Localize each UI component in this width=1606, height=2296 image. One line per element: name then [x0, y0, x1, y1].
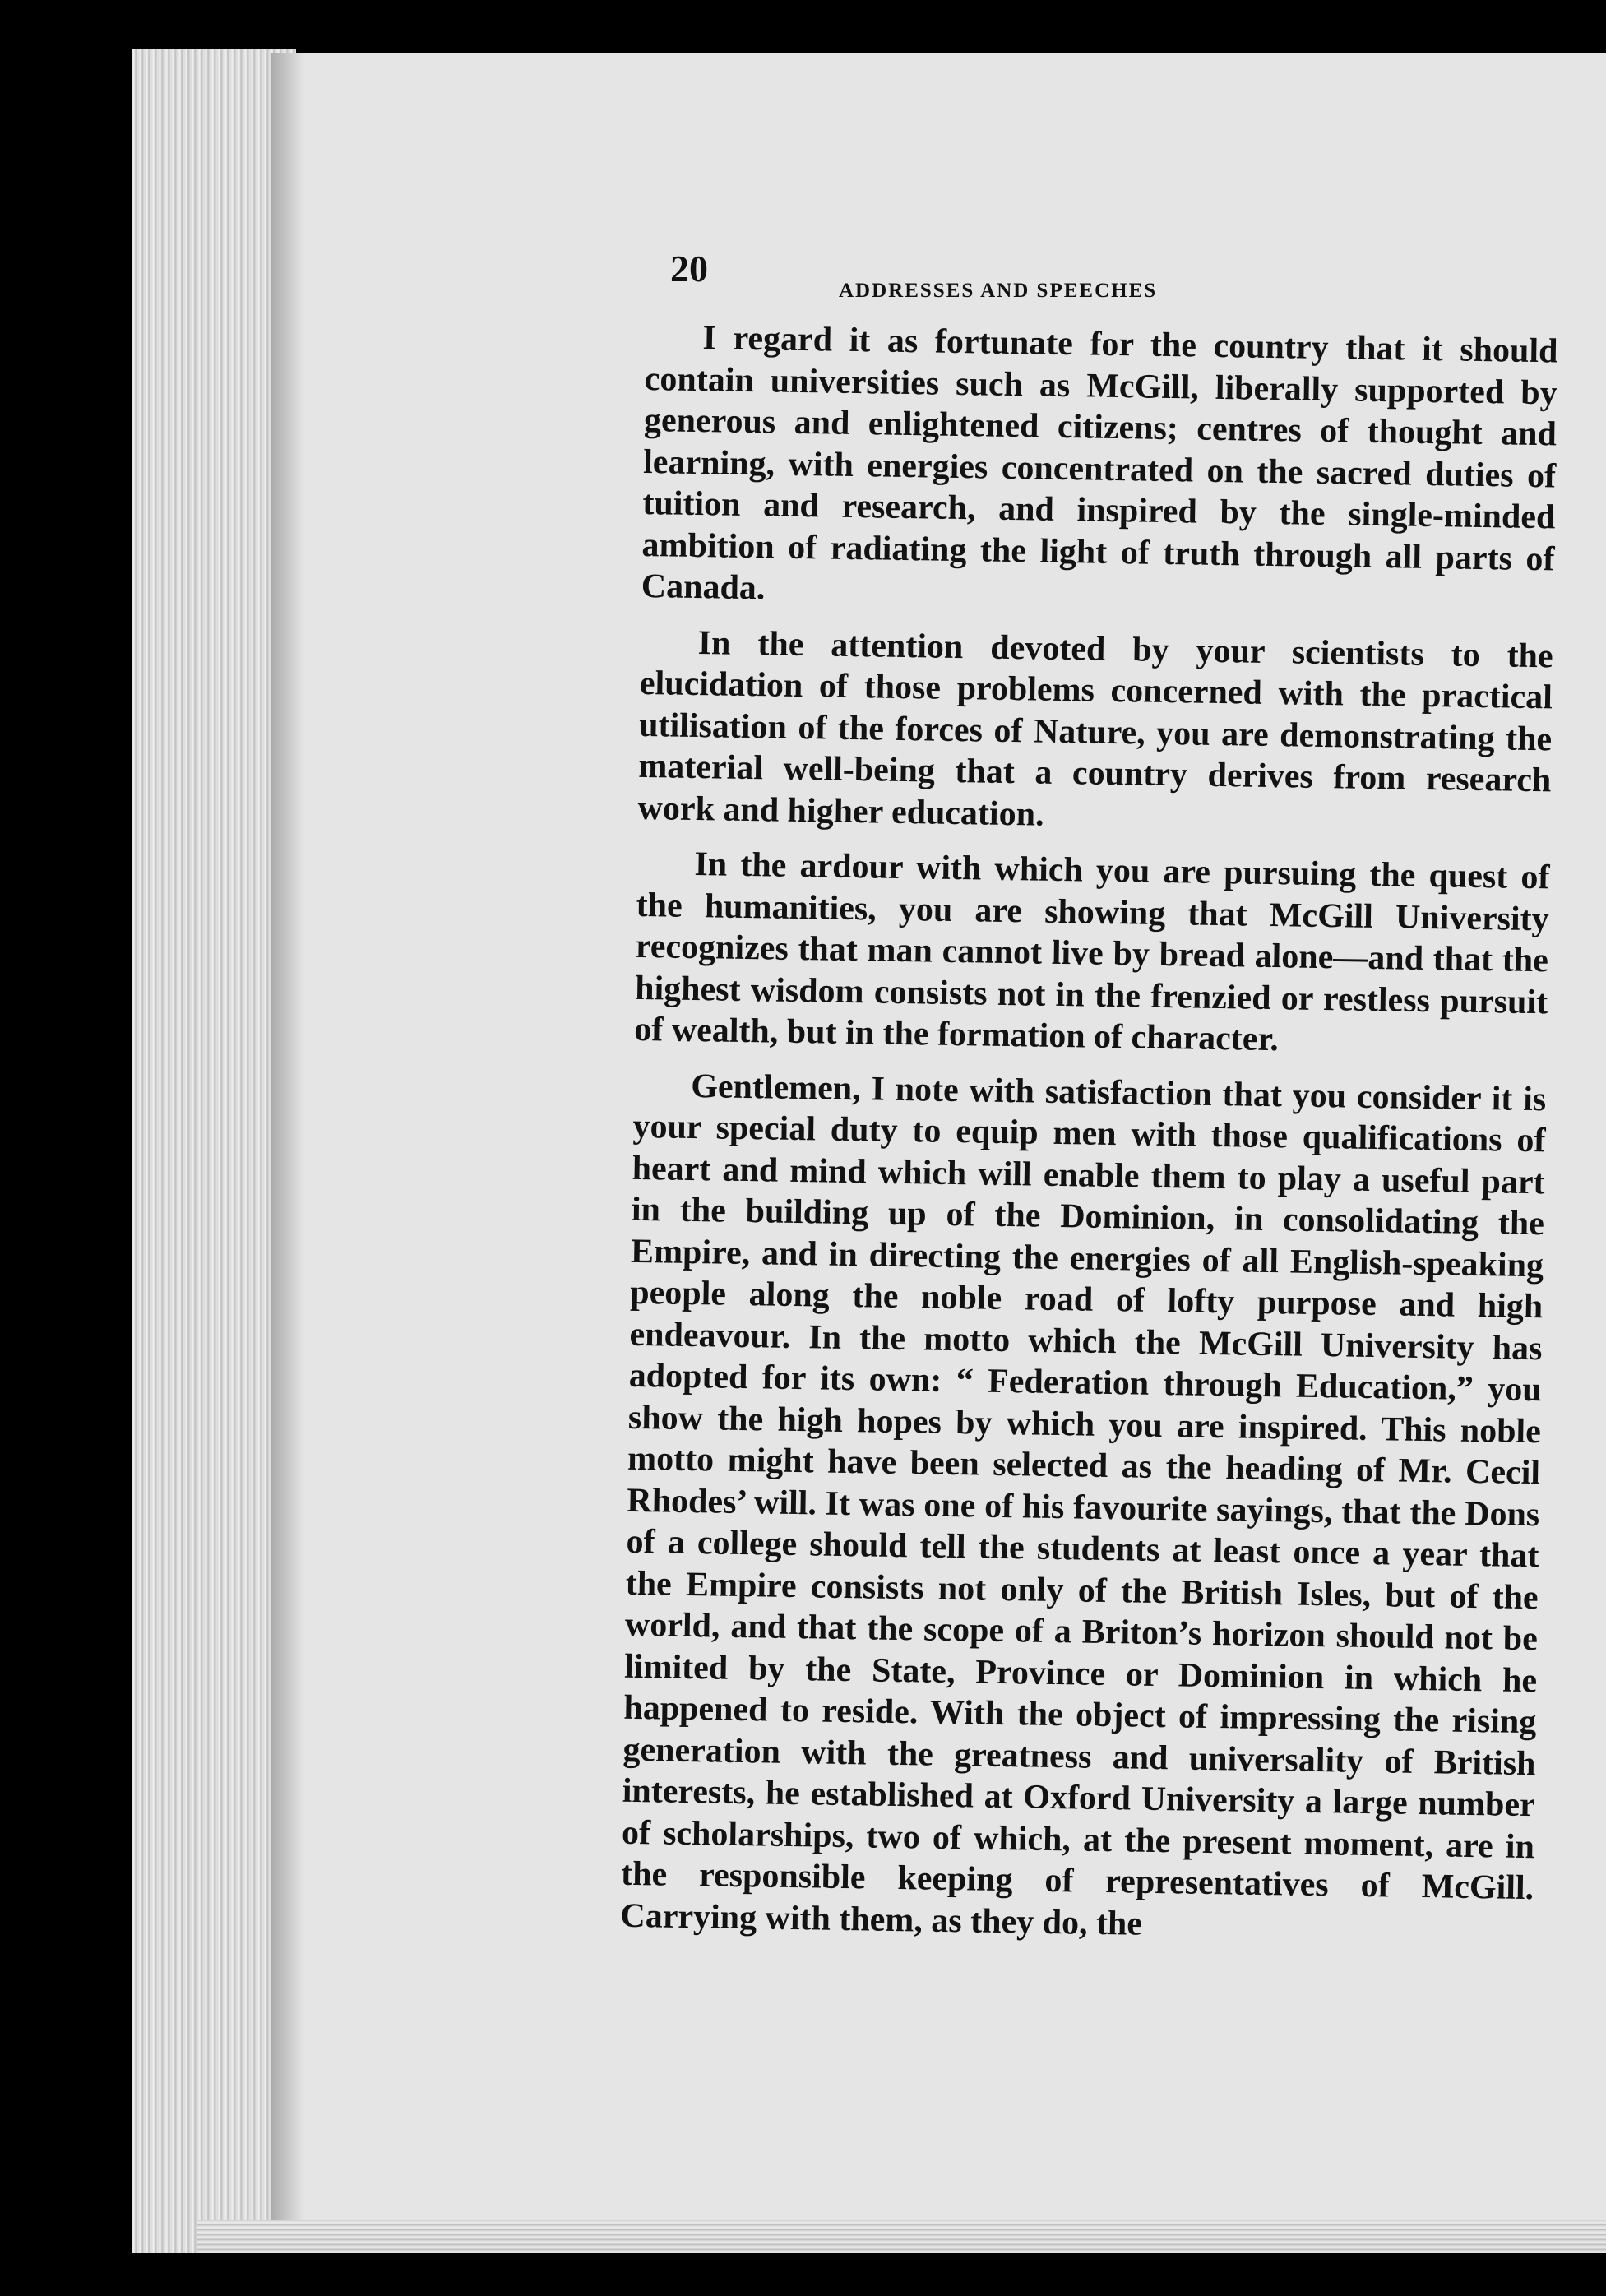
paragraph: I regard it as fortunate for the country that it should contain universities such as McGill, liberally supported by generous and enlightened citizens; centres of thought and learning, with energies concentrated on the sacred duties of tuition and research, and inspired by the single-minded ambition of radiating the light of truth through all parts of Canada.: [641, 319, 1558, 608]
page-number: 20: [670, 248, 708, 289]
page-bottom-edge: [197, 2220, 1606, 2253]
paragraph: In the ardour with which you are pursuing the quest of the humanities, you are showing that McGill University recognizes that man cannot live by bread alone—and that the highest wisdom consists not in the frenzied or restless pursuit of wealth, but in the formation of character.: [634, 845, 1550, 1059]
body-text: [620, 317, 1558, 1965]
spine-shadow: [271, 53, 304, 2245]
page-header: [670, 247, 1575, 304]
paragraph: In the attention devoted by your scientists to the elucidation of those problems concerned with the practical utilisation of the forces of Nature, you are demonstrating the material well-being that a country derives from research work and higher education.: [637, 623, 1554, 834]
paragraph: Gentlemen, I note with satisfaction that you consider it is your special duty to equip men with those qualifications of heart and mind which will enable them to play a useful part in the building up of the Dominion, in consolidating the Empire, and in directing the energies of all English-speaking people along the noble road of lofty purpose and high endeavour. In the motto which the McGill University has adopted for its own: “ Federation through Education,” you show the high hopes by which you are inspired. This noble motto might have been selected as the heading of Mr. Cecil Rhodes’ will. It was one of his favourite sayings, that the Dons of a college should tell the students at least once a year that the Empire consists not only of the British Isles, but of the world, and that the scope of a Briton’s horizon should not be limited by the State, Province or Dominion in which he happened to reside. With the object of impressing the rising generation with the greatness and universality of British interests, he established at Oxford University a large number of scholarships, two of which, at the present moment, are in the responsible keeping of representatives of McGill. Carrying with them, as they do, the: [620, 1067, 1547, 1943]
running-head: ADDRESSES AND SPEECHES: [839, 280, 1158, 302]
